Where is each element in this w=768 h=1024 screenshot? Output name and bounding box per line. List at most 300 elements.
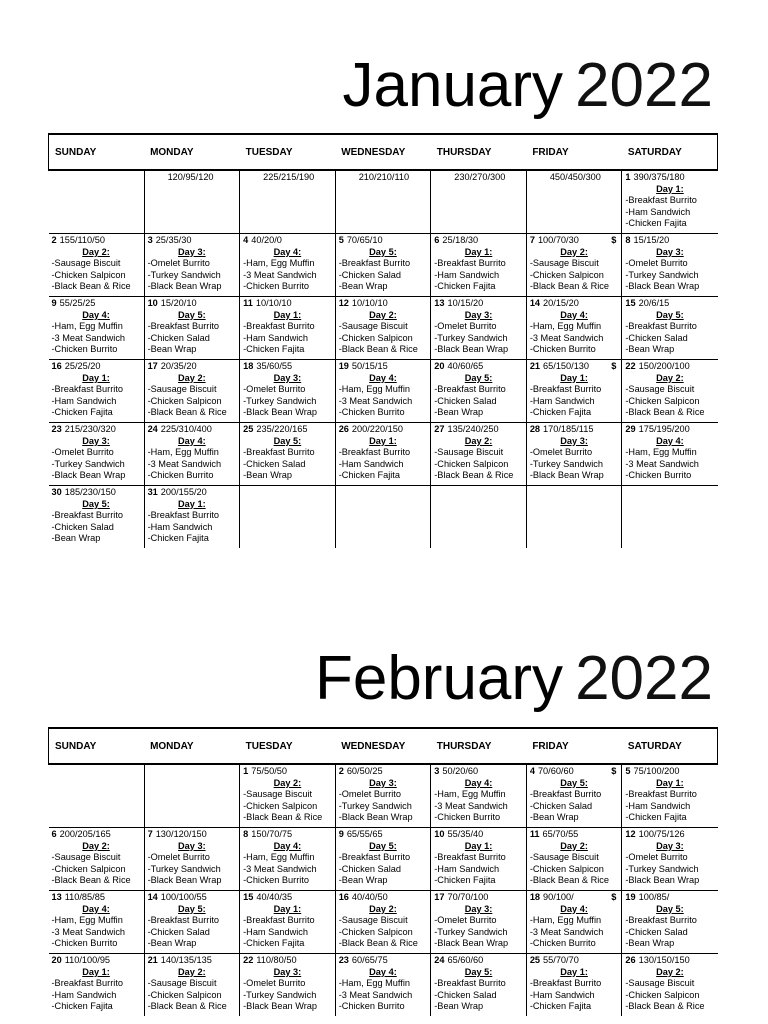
day-header [434,235,523,247]
menu-item: -Sausage Biscuit [243,789,313,800]
month-title-january [342,51,713,120]
day-counts: 35/60/55 [256,361,293,371]
menu-item: -Chicken Salad [243,458,306,469]
day-counts: 100/70/30 [537,235,579,245]
menu-item: -Chicken Burrito [338,1001,405,1012]
day-counts: 15/20/10 [160,298,197,308]
menu-item: -Chicken Salpicon [625,395,700,406]
day-counts: 10/10/10 [351,298,388,308]
menu-day-label: Day 2: [369,309,397,320]
menu-item: -Sausage Biscuit [529,258,599,269]
menu-item: -Chicken Salad [147,926,210,937]
menu-day-label: Day 3: [369,777,397,788]
menu-day-label: Day 4: [369,372,397,383]
menu-item: -Chicken Salad [434,989,497,1000]
day-header [148,298,237,310]
menu-day-label: Day 1: [464,246,493,257]
day-counts: 55/25/25 [59,298,96,308]
menu-day-label: Day 2: [178,372,206,383]
day-header [434,829,523,841]
day-header [625,955,714,967]
menu-day-label: Day 5: [82,498,110,509]
day-cell [335,764,431,828]
month-title-february [314,644,713,713]
day-cell [431,423,527,486]
menu-item: -Black Bean Wrap [625,281,700,292]
menu-item: -Black Bean & Rice [434,470,514,481]
weekday-header: FRIDAY [526,134,622,170]
day-number: 9 [338,829,344,839]
menu-item: -Turkey Sandwich [625,863,699,874]
empty-day-cell [622,486,718,549]
day-number: 7 [529,235,535,245]
day-number: 27 [434,424,445,434]
weekday-header: THURSDAY [431,728,527,764]
day-number: 1 [625,172,631,182]
weekday-header: FRIDAY [526,728,622,764]
day-counts: 40/40/35 [256,892,293,902]
menu-item: -Breakfast Burrito [434,384,506,395]
menu-item: -Turkey Sandwich [243,395,317,406]
day-number: 2 [51,235,57,245]
day-counts: 150/70/75 [251,829,293,839]
menu-item: -Black Bean & Rice [51,281,131,292]
day-counts: 25/25/20 [64,361,101,371]
day-number: 22 [243,955,254,965]
menu-item: -Omelet Burrito [434,915,497,926]
day-cell [431,891,527,954]
menu-item: -Sausage Biscuit [147,978,217,989]
day-header [148,892,237,904]
menu-item: -Breakfast Burrito [51,978,123,989]
week-row [49,891,718,954]
menu-item: -Black Bean Wrap [529,470,604,481]
menu-item: -Ham Sandwich [51,395,117,406]
menu-item: -Black Bean Wrap [338,812,413,823]
empty-day-cell [526,170,622,234]
empty-day-cell [431,486,527,549]
day-counts: 100/85/ [638,892,670,902]
day-cell [622,954,718,1017]
menu-item: -Ham, Egg Muffin [625,447,697,458]
day-cell [335,297,431,360]
menu-item: -Chicken Burrito [338,407,405,418]
day-counts: 225/310/400 [160,424,212,434]
day-counts: 40/20/0 [251,235,282,245]
day-header [625,424,714,436]
day-counts: 110/80/50 [256,955,297,965]
menu-item: -Sausage Biscuit [529,852,599,863]
menu-day-label: Day 5: [178,903,206,914]
month-year: 2022 [575,644,713,713]
day-header [530,298,619,310]
day-counts: 90/100/ [543,892,574,902]
day-header [339,766,428,778]
day-cell [240,234,336,297]
menu-day-label: Day 4: [178,435,206,446]
day-counts: 65/60/60 [447,955,484,965]
menu-item: -Chicken Burrito [434,812,501,823]
day-counts: 15/15/20 [633,235,670,245]
day-number: 4 [529,766,535,776]
menu-day-label: Day 5: [464,372,493,383]
menu-item: -Ham Sandwich [243,926,308,937]
day-cell [144,486,240,549]
day-counts: 60/65/75 [351,955,388,965]
weekday-header: TUESDAY [240,728,336,764]
menu-item: -Chicken Salpicon [529,269,604,280]
calendar-february [48,727,718,1016]
menu-item: -Breakfast Burrito [338,447,411,458]
menu-item: -Bean Wrap [434,407,484,418]
menu-item: -3 Meat Sandwich [338,395,413,406]
menu-item: -Black Bean & Rice [338,938,418,949]
day-cell [526,423,622,486]
menu-item: -Breakfast Burrito [338,258,411,269]
menu-day-label: Day 5: [369,246,397,257]
day-number: 4 [243,235,249,245]
menu-item: -Breakfast Burrito [625,915,697,926]
day-cell [49,234,145,297]
day-cell [526,954,622,1017]
day-number: 11 [243,298,253,308]
menu-item: -Turkey Sandwich [51,458,125,469]
day-header [243,892,332,904]
menu-item: -Breakfast Burrito [625,789,697,800]
menu-item: -Ham, Egg Muffin [338,384,411,395]
menu-item: -Chicken Fajita [434,281,496,292]
menu-item: -Ham Sandwich [338,458,404,469]
menu-day-label: Day 4: [273,246,302,257]
day-cell [144,423,240,486]
menu-item: -Ham, Egg Muffin [243,258,315,269]
weekday-header: SUNDAY [49,728,145,764]
day-cell [526,891,622,954]
menu-item: -Turkey Sandwich [434,332,508,343]
menu-item: -Ham Sandwich [529,395,595,406]
menu-item: -Breakfast Burrito [529,384,602,395]
menu-item: -Chicken Salpicon [625,989,700,1000]
menu-day-label: Day 3: [656,840,684,851]
day-number: 5 [338,235,344,245]
day-counts: 25/18/30 [442,235,479,245]
menu-item: -Chicken Fajita [51,407,113,418]
day-header [339,829,428,841]
month-year: 2022 [575,51,713,120]
menu-item: -Chicken Fajita [51,1001,113,1012]
menu-item: -Chicken Salad [147,332,210,343]
menu-item: -Breakfast Burrito [434,258,506,269]
day-counts: 140/135/135 [160,955,212,965]
menu-item: -Breakfast Burrito [147,321,220,332]
weekday-header: MONDAY [144,728,240,764]
day-counts: 20/6/15 [638,298,670,308]
menu-item: -Black Bean Wrap [243,407,317,418]
day-header [625,172,714,184]
day-header [52,424,141,436]
menu-item: -Chicken Salad [338,269,401,280]
day-number: 21 [147,955,158,965]
menu-day-label: Day 5: [464,966,493,977]
day-header [625,298,714,310]
week-row [49,828,718,891]
day-cell [240,360,336,423]
day-number: 24 [434,955,445,965]
day-number: 19 [625,892,636,902]
day-counts: 110/85/85 [64,892,105,902]
empty-day-cell [335,170,431,234]
menu-item: -Black Bean & Rice [51,875,131,886]
menu-item: -Sausage Biscuit [338,321,408,332]
empty-day-cell [49,170,145,234]
menu-item: -Black Bean Wrap [625,875,700,886]
menu-item: -3 Meat Sandwich [51,926,126,937]
day-header [339,892,428,904]
menu-item: -Chicken Salpicon [147,989,222,1000]
menu-item: -Black Bean & Rice [243,812,323,823]
weekday-header: SUNDAY [49,134,145,170]
day-header [243,829,332,841]
menu-item: -Bean Wrap [625,344,675,355]
day-counts: 10/10/10 [255,298,292,308]
month-name: February [314,644,564,713]
day-header [148,955,237,967]
day-cell [622,234,718,297]
menu-day-label: Day 5: [656,903,684,914]
menu-day-label: Day 2: [560,840,588,851]
menu-day-label: Day 3: [560,435,588,446]
day-cell [431,954,527,1017]
menu-item: -Bean Wrap [147,344,197,355]
day-number: 24 [147,424,158,434]
day-cell [240,828,336,891]
day-counts: 40/60/65 [447,361,484,371]
menu-item: -Chicken Salpicon [147,395,222,406]
day-counts: 40/40/50 [351,892,388,902]
day-cell [431,297,527,360]
day-cell [144,954,240,1017]
menu-day-label: Day 4: [273,840,302,851]
weekday-header: TUESDAY [240,134,336,170]
day-cell [431,764,527,828]
day-counts: 50/20/60 [442,766,479,776]
menu-item: -Omelet Burrito [243,978,306,989]
menu-item: -Bean Wrap [529,812,579,823]
menu-item: -Chicken Fajita [529,1001,592,1012]
day-number: 18 [529,892,541,902]
menu-day-label: Day 4: [369,966,397,977]
menu-item: -Chicken Fajita [529,407,592,418]
menu-day-label: Day 1: [560,372,588,383]
menu-item: -Chicken Burrito [529,938,596,949]
day-cell [431,234,527,297]
day-number: 26 [625,955,636,965]
menu-item: -Turkey Sandwich [529,458,603,469]
menu-day-label: Day 2: [369,903,397,914]
day-number: 13 [51,892,62,902]
day-header [625,829,714,841]
empty-day-cell [526,486,622,549]
menu-item: -Chicken Salpicon [338,332,413,343]
menu-day-label: Day 3: [464,903,493,914]
day-counts: 130/150/150 [638,955,690,965]
day-cell [144,297,240,360]
menu-item: -Chicken Burrito [243,281,309,292]
day-number: 18 [243,361,254,371]
day-header [530,766,619,778]
menu-item: -Chicken Fajita [243,344,305,355]
day-cell [622,891,718,954]
day-counts: 150/200/100 [638,361,690,371]
day-counts: 70/70/100 [447,892,489,902]
menu-item: -3 Meat Sandwich [529,332,604,343]
day-number: 2 [338,766,344,776]
day-cell [335,828,431,891]
menu-item: -Sausage Biscuit [625,384,695,395]
day-counts: 215/230/320 [64,424,116,434]
menu-item: -Ham, Egg Muffin [51,321,123,332]
day-cell [49,423,145,486]
menu-item: -Sausage Biscuit [51,852,121,863]
menu-item: -Chicken Salad [51,521,114,532]
day-cell [622,360,718,423]
prior-month-counts: 450/450/300 [549,172,601,182]
empty-day-cell [144,764,240,828]
menu-item: -Breakfast Burrito [625,321,697,332]
day-header [52,235,141,247]
menu-day-label: Day 3: [178,840,206,851]
week-row [49,423,718,486]
day-counts: 55/70/70 [543,955,579,965]
menu-item: -Omelet Burrito [51,447,114,458]
menu-day-label: Day 2: [82,246,110,257]
menu-item: -Black Bean Wrap [434,344,509,355]
day-cell [431,360,527,423]
menu-day-label: Day 1: [656,777,684,788]
menu-item: -Black Bean & Rice [625,1001,705,1012]
day-number: 8 [243,829,249,839]
day-counts: 70/65/10 [346,235,383,245]
day-number: 9 [51,298,57,308]
day-number: 12 [625,829,636,839]
weekday-header: MONDAY [144,134,240,170]
day-counts: 100/75/126 [638,829,685,839]
menu-item: -Chicken Salpicon [243,800,318,811]
week-row [49,234,718,297]
menu-item: -Breakfast Burrito [529,789,602,800]
weekday-header: WEDNESDAY [335,728,431,764]
menu-day-label: Day 1: [464,840,493,851]
day-counts: 200/220/150 [351,424,404,434]
day-header [339,424,428,436]
menu-item: -Breakfast Burrito [338,852,411,863]
day-counts: 390/375/180 [633,172,685,182]
menu-item: -Chicken Burrito [529,344,596,355]
day-header [434,892,523,904]
menu-item: -Bean Wrap [51,533,101,544]
menu-item: -Chicken Salad [434,395,497,406]
menu-day-label: Day 5: [369,840,397,851]
menu-item: -Breakfast Burrito [529,978,602,989]
day-header [52,955,141,967]
day-header [530,829,619,841]
menu-item: -Ham Sandwich [529,989,595,1000]
menu-item: -Chicken Fajita [147,533,209,544]
day-cell [144,891,240,954]
menu-day-label: Day 2: [656,966,684,977]
menu-item: -Breakfast Burrito [243,915,315,926]
menu-item: -Breakfast Burrito [243,321,315,332]
day-counts: 175/195/200 [638,424,690,434]
day-header [148,424,237,436]
day-counts: 130/120/150 [155,829,207,839]
menu-item: -Bean Wrap [243,470,292,481]
week-row [49,764,718,828]
day-header [530,361,619,373]
day-cell [526,297,622,360]
day-cell [49,297,145,360]
empty-day-cell [240,170,336,234]
week-row [49,360,718,423]
menu-day-label: Day 3: [82,435,110,446]
menu-item: -Chicken Salad [529,800,593,811]
menu-item: -Omelet Burrito [529,447,593,458]
menu-day-label: Day 1: [82,966,110,977]
day-header [530,235,619,247]
weekday-header: WEDNESDAY [335,134,431,170]
day-counts: 65/150/130 [543,361,590,371]
day-cell [144,234,240,297]
day-counts: 60/50/25 [346,766,383,776]
menu-day-label: Day 3: [656,246,684,257]
day-header [148,361,237,373]
menu-item: -Chicken Salad [338,863,401,874]
menu-item: -Chicken Burrito [51,344,118,355]
menu-day-label: Day 1: [82,372,110,383]
day-cell [335,954,431,1017]
day-counts: 50/15/15 [351,361,388,371]
day-header [625,361,714,373]
day-header [434,361,523,373]
menu-item: -Ham Sandwich [625,206,691,217]
day-header [52,298,141,310]
day-header [52,892,141,904]
menu-day-label: Day 1: [273,903,302,914]
day-number: 16 [51,361,62,371]
day-cell [49,828,145,891]
day-number: 3 [147,235,153,245]
day-header [530,892,619,904]
day-header [625,235,714,247]
menu-day-label: Day 4: [560,903,588,914]
menu-item: -Chicken Fajita [625,218,687,229]
menu-item: -Breakfast Burrito [147,510,220,521]
menu-item: -Breakfast Burrito [434,978,506,989]
menu-item: -Ham Sandwich [434,269,500,280]
day-counts: 25/35/30 [155,235,192,245]
menu-day-label: Day 2: [560,246,588,257]
menu-item: -Black Bean Wrap [243,1001,317,1012]
day-counts: 75/100/200 [633,766,680,776]
day-number: 30 [51,487,62,497]
empty-day-cell [431,170,527,234]
menu-item: -Breakfast Burrito [51,510,123,521]
day-number: 14 [529,298,541,308]
day-number: 26 [338,424,349,434]
dollar-marker: $ [611,766,617,776]
day-header [243,766,332,778]
day-header [434,955,523,967]
